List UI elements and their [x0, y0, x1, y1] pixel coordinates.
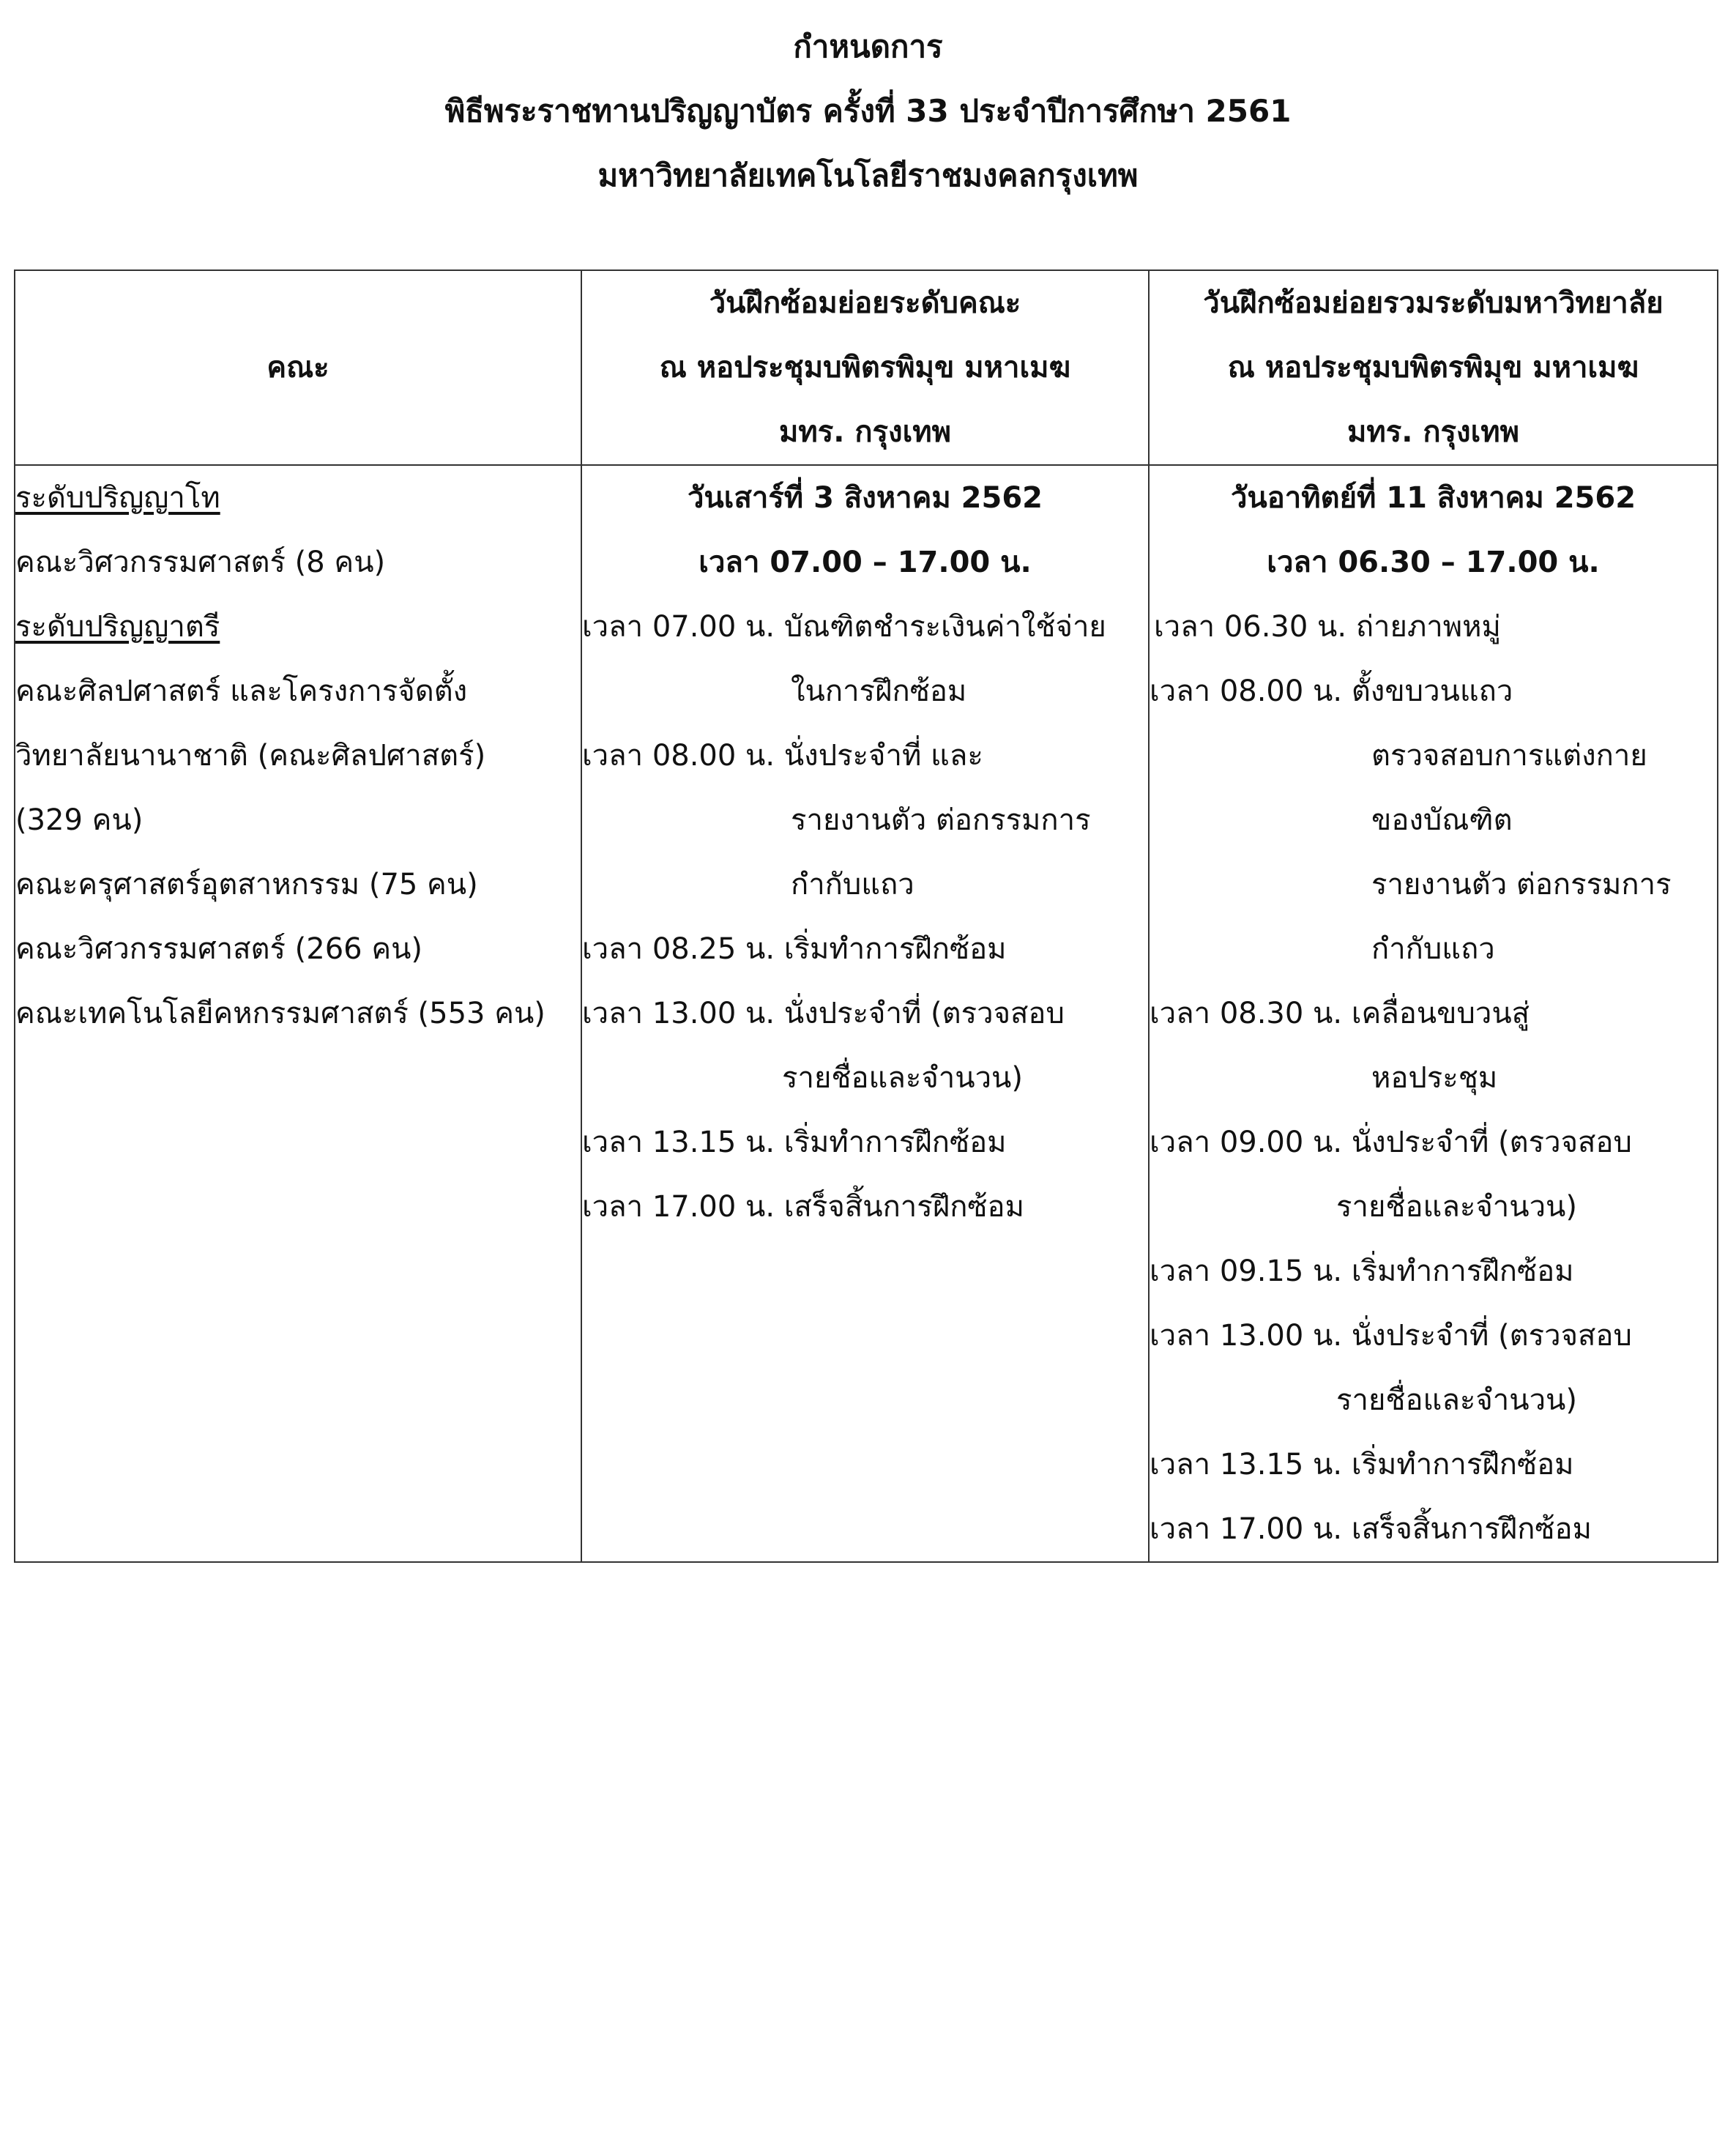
faculty-item: คณะวิศวกรรมศาสตร์ (266 คน) [15, 932, 423, 966]
header-line: มทร. กรุงเทพ [1347, 415, 1519, 449]
schedule-entry: ของบัณฑิต [1371, 803, 1513, 837]
faculty-item: คณะครุศาสตร์อุตสาหกรรม (75 คน) [15, 868, 478, 901]
schedule-entry: เวลา 08.00 น. ตั้งขบวนแถว [1150, 674, 1513, 708]
schedule-entry: ในการฝึกซ้อม [791, 674, 967, 708]
university-name: มหาวิทยาลัยเทคโนโลยีราชมงคลกรุงเทพ [597, 157, 1139, 193]
rehearsal-time: เวลา 06.30 – 17.00 น. [1267, 546, 1600, 579]
schedule-entry: หอประชุม [1371, 1061, 1498, 1095]
schedule-entry: เวลา 08.25 น. เริ่มทำการฝึกซ้อม [582, 932, 1007, 966]
master-level-heading: ระดับปริญญาโท [15, 481, 220, 515]
schedule-entry: รายชื่อและจำนวน) [1336, 1383, 1577, 1417]
header-line: ณ หอประชุมบพิตรพิมุข มหาเมฆ [1227, 351, 1639, 384]
schedule-entry: กำกับแถว [1371, 932, 1495, 966]
schedule-entry: เวลา 06.30 น. ถ่ายภาพหมู่ [1154, 610, 1501, 644]
schedule-entry: ตรวจสอบการแต่งกาย [1371, 739, 1647, 773]
faculty-column-header [15, 270, 581, 465]
schedule-entry: รายชื่อและจำนวน) [1336, 1190, 1577, 1224]
schedule-entry: กำกับแถว [791, 868, 914, 901]
schedule-entry: เวลา 07.00 น. บัณฑิตชำระเงินค่าใช้จ่าย [582, 610, 1106, 644]
rehearsal-date: วันเสาร์ที่ 3 สิงหาคม 2562 [687, 481, 1043, 515]
schedule-entry: เวลา 13.15 น. เริ่มทำการฝึกซ้อม [1150, 1448, 1574, 1481]
university-rehearsal-cell [1149, 465, 1718, 1562]
faculty-item: คณะวิศวกรรมศาสตร์ (8 คน) [15, 546, 386, 579]
faculty-rehearsal-cell [581, 465, 1149, 1562]
table-body-row [15, 465, 1718, 1562]
faculty-item: คณะศิลปศาสตร์ และโครงการจัดตั้ง [15, 674, 468, 708]
schedule-entry: รายชื่อและจำนวน) [782, 1061, 1023, 1095]
faculty-item: (329 คน) [15, 803, 144, 837]
schedule-entry: เวลา 09.15 น. เริ่มทำการฝึกซ้อม [1150, 1254, 1574, 1288]
faculty-item: วิทยาลัยนานาชาติ (คณะศิลปศาสตร์) [15, 739, 486, 773]
faculty-item: คณะเทคโนโลยีคหกรรมศาสตร์ (553 คน) [15, 997, 545, 1030]
header-line: วันฝึกซ้อมย่อยรวมระดับมหาวิทยาลัย [1203, 286, 1664, 320]
faculty-rehearsal-column-header [581, 270, 1149, 465]
rehearsal-time: เวลา 07.00 – 17.00 น. [699, 546, 1032, 579]
bachelor-level-heading: ระดับปริญญาตรี [15, 610, 220, 644]
faculty-list-cell [15, 465, 581, 1562]
faculty-header-label: คณะ [267, 351, 329, 384]
table-header-row [15, 270, 1718, 465]
schedule-entry: เวลา 13.15 น. เริ่มทำการฝึกซ้อม [582, 1126, 1007, 1159]
schedule-entry: เวลา 13.00 น. นั่งประจำที่ (ตรวจสอบ [1150, 1319, 1632, 1353]
document-title: กำหนดการ [793, 29, 943, 64]
schedule-entry: เวลา 17.00 น. เสร็จสิ้นการฝึกซ้อม [582, 1190, 1024, 1224]
schedule-entry: เวลา 08.00 น. นั่งประจำที่ และ [582, 739, 983, 773]
header-line: มทร. กรุงเทพ [779, 415, 951, 449]
schedule-table [14, 269, 1718, 1563]
header-line: ณ หอประชุมบพิตรพิมุข มหาเมฆ [659, 351, 1071, 384]
schedule-entry: รายงานตัว ต่อกรรมการ [791, 803, 1091, 837]
header-line: วันฝึกซ้อมย่อยระดับคณะ [709, 286, 1021, 320]
university-rehearsal-column-header [1149, 270, 1718, 465]
ceremony-title: พิธีพระราชทานปริญญาบัตร ครั้งที่ 33 ประจำปีการศึกษา 2561 [444, 93, 1292, 129]
schedule-entry: เวลา 09.00 น. นั่งประจำที่ (ตรวจสอบ [1150, 1126, 1632, 1159]
document-header [0, 15, 1736, 208]
schedule-entry: เวลา 08.30 น. เคลื่อนขบวนสู่ [1150, 997, 1530, 1030]
schedule-entry: เวลา 17.00 น. เสร็จสิ้นการฝึกซ้อม [1150, 1512, 1592, 1546]
rehearsal-date: วันอาทิตย์ที่ 11 สิงหาคม 2562 [1230, 481, 1636, 515]
schedule-entry: รายงานตัว ต่อกรรมการ [1371, 868, 1672, 901]
schedule-entry: เวลา 13.00 น. นั่งประจำที่ (ตรวจสอบ [582, 997, 1065, 1030]
